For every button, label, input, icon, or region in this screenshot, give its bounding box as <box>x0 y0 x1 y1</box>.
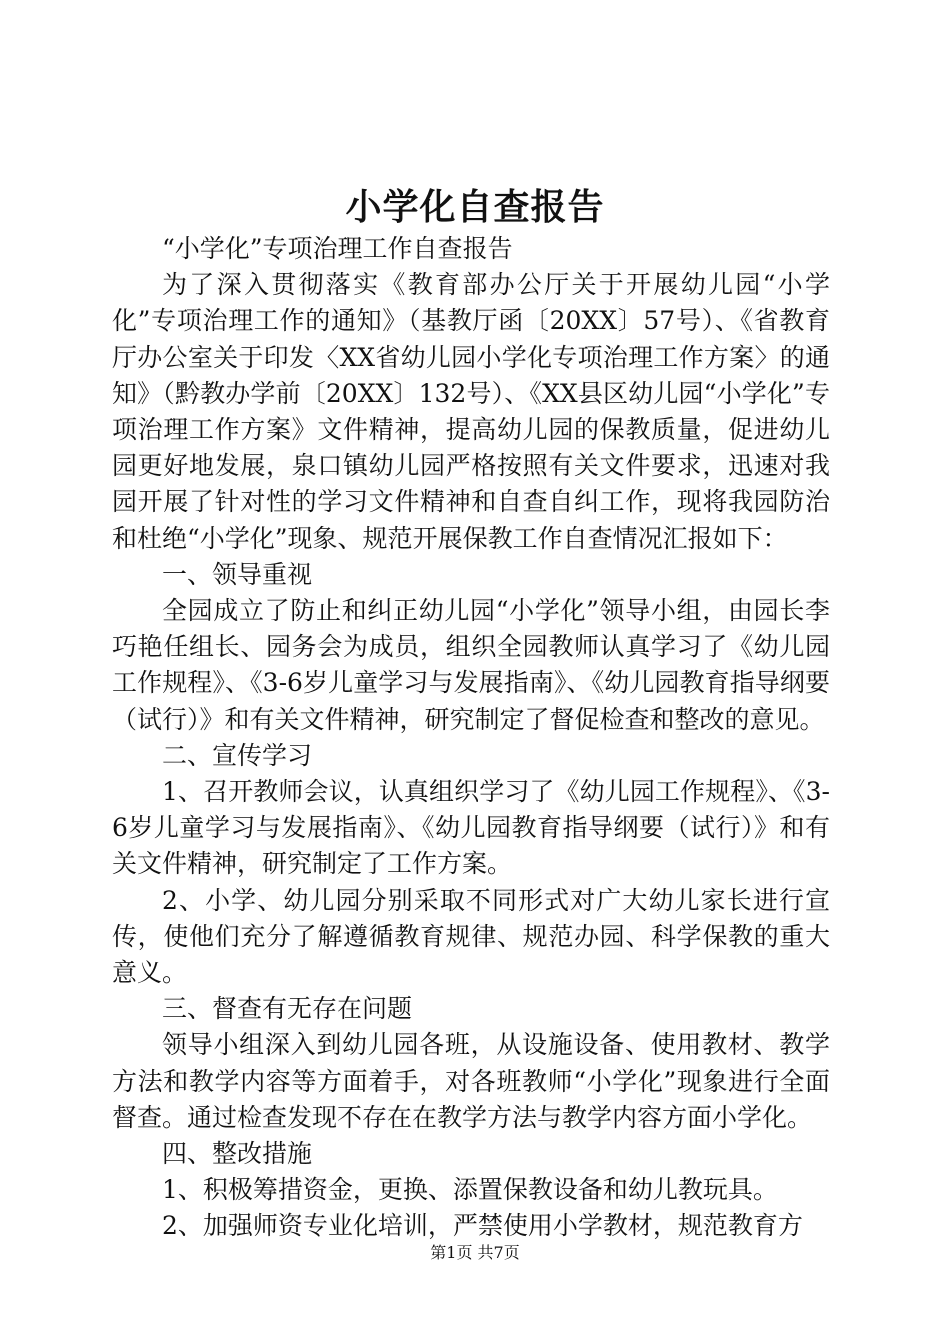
document-title: 小学化自查报告 <box>345 186 605 228</box>
document-body <box>112 231 830 1245</box>
section-heading: 二、宣传学习 <box>162 740 313 770</box>
body-paragraph: 2、加强师资专业化培训，严禁使用小学教材，规范教育方 <box>162 1211 803 1241</box>
body-paragraph: 领导小组深入到幼儿园各班，从设施设备、使用教材、教学方法和教学内容等方面着手，对各班教师“小学化”现象进行全面督查。通过检查发现不存在在教学方法与教学内容方面小学化。 <box>112 1030 830 1132</box>
section-heading: 四、整改措施 <box>162 1139 313 1169</box>
page-number-footer: 第1页 共7页 <box>430 1243 520 1262</box>
body-paragraph: 1、积极筹措资金，更换、添置保教设备和幼儿教玩具。 <box>162 1175 778 1205</box>
intro-paragraph: 为了深入贯彻落实《教育部办公厅关于开展幼儿园“小学化”专项治理工作的通知》（基教厅函〔20XX〕57号）、《省教育厅办公室关于印发〈XX省幼儿园小学化专项治理工作方案〉的通知》（黔教办学前〔20XX〕132号）、《XX县区幼儿园“小学化”专项治理工作方案》文件精神，提高幼儿园的保教质量，促进幼儿园更好地发展，泉口镇幼儿园严格按照有关文件要求，迅速对我园开展了针对性的学习文件精神和自查自纠工作，现将我园防治和杜绝“小学化”现象、规范开展保教工作自查情况汇报如下： <box>112 270 830 553</box>
body-paragraph: 全园成立了防止和纠正幼儿园“小学化”领导小组，由园长李巧艳任组长、园务会为成员，组织全园教师认真学习了《幼儿园工作规程》、《3-6岁儿童学习与发展指南》、《幼儿园教育指导纲要（试行）》和有关文件精神，研究制定了督促检查和整改的意见。 <box>112 596 830 734</box>
body-paragraph: 1、召开教师会议，认真组织学习了《幼儿园工作规程》、《3-6岁儿童学习与发展指南》、《幼儿园教育指导纲要（试行）》和有关文件精神，研究制定了工作方案。 <box>112 777 830 879</box>
section-heading: 三、督查有无存在问题 <box>162 994 413 1024</box>
body-paragraph: 2、小学、幼儿园分别采取不同形式对广大幼儿家长进行宣传，使他们充分了解遵循教育规律、规范办园、科学保教的重大意义。 <box>112 885 830 988</box>
section-heading: 一、领导重视 <box>162 559 313 589</box>
subtitle-paragraph: “小学化”专项治理工作自查报告 <box>162 234 513 263</box>
